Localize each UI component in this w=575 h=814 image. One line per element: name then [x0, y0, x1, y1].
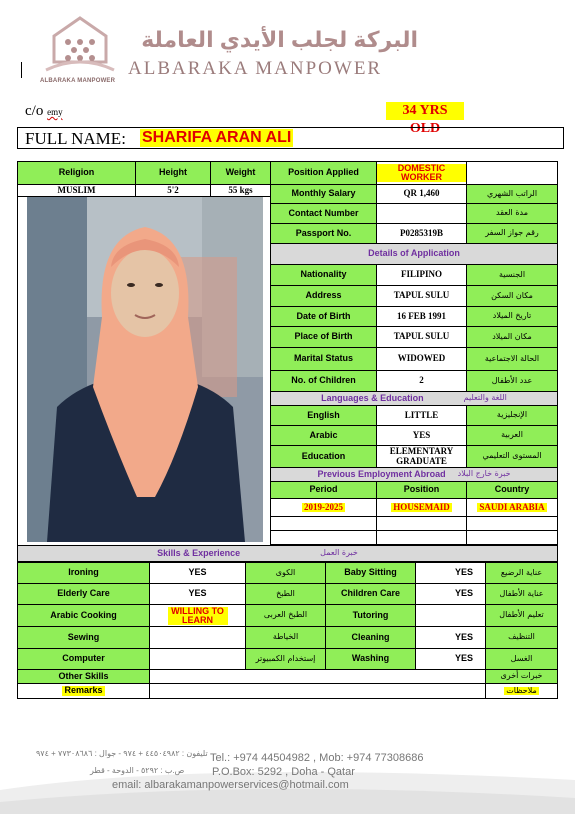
arabic-cooking-label: Arabic Cooking	[17, 604, 150, 627]
sewing-arabic: الخياطة	[245, 626, 326, 649]
arabic-cooking-value: WILLING TO LEARN	[168, 607, 228, 625]
children-care-value: YES	[415, 583, 486, 605]
cleaning-value: YES	[415, 626, 486, 649]
employment-empty-row	[270, 530, 377, 545]
employment-empty-row	[376, 530, 467, 545]
ironing-label: Ironing	[17, 562, 150, 584]
employment-section-title	[270, 467, 558, 482]
marital-status-value: WIDOWED	[376, 347, 467, 371]
footer-phone-arabic: تليفون : ٤٤٥٠٤٩٨٢ + ٩٧٤ - جوال : ٧٧٣٠٨٦٨٦ + ٩٧٤	[36, 749, 208, 758]
logo-caption: ALBARAKA MANPOWER	[40, 78, 116, 84]
ironing-value: YES	[149, 562, 246, 584]
nationality-value: FILIPINO	[376, 264, 467, 286]
nationality-label: Nationality	[270, 264, 377, 286]
tutoring-label: Tutoring	[325, 604, 416, 627]
full-name-label-text: FULL NAME	[25, 129, 122, 148]
footer-pobox: P.O.Box: 5292 , Doha - Qatar	[212, 766, 355, 778]
full-name-row	[17, 127, 564, 149]
weight-header: Weight	[210, 161, 271, 185]
remarks-value	[149, 683, 486, 699]
english-arabic: الإنجليزية	[466, 405, 558, 426]
company-name-english: ALBARAKA MANPOWER	[128, 58, 383, 79]
sewing-label: Sewing	[17, 626, 150, 649]
age-badge: 34 YRS OLD	[386, 102, 464, 120]
arabic-cooking-value-cell	[149, 604, 246, 627]
application-section-title: Details of Application	[270, 243, 558, 265]
footer-phone: Tel.: +974 44504982 , Mob: +974 77308686	[210, 752, 424, 764]
footer-email: email: albarakamanpowerservices@hotmail.com	[112, 779, 349, 791]
elderly-care-arabic: الطبخ	[245, 583, 326, 605]
monthly-salary-label: Monthly Salary	[270, 184, 377, 204]
languages-title: Languages & Education	[321, 392, 424, 403]
washing-label: Washing	[325, 648, 416, 670]
cleaning-label: Cleaning	[325, 626, 416, 649]
computer-label: Computer	[17, 648, 150, 670]
dob-value: 16 FEB 1991	[376, 306, 467, 327]
remarks-label: Remarks	[64, 685, 103, 696]
skills-title-arabic: خبرة العمل	[320, 548, 358, 558]
passport-value: P0285319B	[376, 223, 467, 244]
baby-sitting-value: YES	[415, 562, 486, 584]
contact-number-label: Contact Number	[270, 203, 377, 224]
remarks-arabic: ملاحظات	[506, 685, 537, 695]
period-header: Period	[270, 481, 377, 499]
place-of-birth-value: TAPUL SULU	[376, 326, 467, 348]
arabic-cooking-arabic: الطبخ العربى	[245, 604, 326, 627]
employment-period-cell	[270, 498, 377, 517]
position-applied-label: Position Applied	[270, 161, 377, 185]
footer-pobox-arabic: ص.ب : ٥٢٩٢ - الدوحة - قطر	[90, 766, 185, 775]
monthly-salary-arabic: الراتب الشهري	[466, 184, 558, 204]
skills-title: Skills & Experience	[157, 547, 241, 558]
nationality-arabic: الجنسية	[466, 264, 558, 286]
arabic-value: YES	[376, 425, 467, 446]
care-of	[25, 103, 63, 120]
employment-empty-row	[376, 516, 467, 531]
other-skills-arabic: خبرات أخرى	[485, 669, 558, 684]
passport-label: Passport No.	[270, 223, 377, 244]
elderly-care-value: YES	[149, 583, 246, 605]
english-label: English	[270, 405, 377, 426]
country-header: Country	[466, 481, 558, 499]
employment-empty-row	[466, 530, 558, 545]
ironing-arabic: الكوى	[245, 562, 326, 584]
arabic-label: Arabic	[270, 425, 377, 446]
education-value: ELEMENTARY GRADUATE	[376, 445, 467, 468]
full-name-value: SHARIFA ARAN ALI	[142, 129, 292, 146]
dob-arabic: تاريخ الميلاد	[466, 306, 558, 327]
education-label: Education	[270, 445, 377, 468]
contact-number-value	[376, 203, 467, 224]
remarks-arabic-cell	[485, 683, 558, 699]
english-value: LITTLE	[376, 405, 467, 426]
position-applied-value-cell	[376, 161, 467, 185]
other-skills-label: Other Skills	[17, 669, 150, 684]
marital-status-label: Marital Status	[270, 347, 377, 371]
place-of-birth-label: Place of Birth	[270, 326, 377, 348]
care-of-value: emy	[47, 107, 63, 117]
baby-sitting-arabic: عناية الرضيع	[485, 562, 558, 584]
tutoring-arabic: تعليم الأطفال	[485, 604, 558, 627]
employment-position: HOUSEMAID	[393, 501, 450, 512]
sewing-value	[149, 626, 246, 649]
address-value: TAPUL SULU	[376, 285, 467, 307]
remarks-label-cell	[17, 683, 150, 699]
education-arabic: المستوى التعليمي	[466, 445, 558, 468]
empty-cell	[466, 161, 558, 185]
employment-title: Previous Employment Abroad	[317, 468, 446, 479]
employment-country-cell	[466, 498, 558, 517]
elderly-care-label: Elderly Care	[17, 583, 150, 605]
languages-title-arabic: اللغة والتعليم	[463, 393, 507, 403]
employment-empty-row	[270, 516, 377, 531]
position-header: Position	[376, 481, 467, 499]
other-skills-value	[149, 669, 486, 684]
children-value: 2	[376, 370, 467, 392]
monthly-salary-value: QR 1,460	[376, 184, 467, 204]
employment-empty-row	[466, 516, 558, 531]
text-cursor	[21, 62, 22, 78]
full-name-label	[25, 129, 126, 149]
address-arabic: مكان السكن	[466, 285, 558, 307]
children-label: No. of Children	[270, 370, 377, 392]
baby-sitting-label: Baby Sitting	[325, 562, 416, 584]
place-of-birth-arabic: مكان الميلاد	[466, 326, 558, 348]
passport-arabic: رقم جواز السفر	[466, 223, 558, 244]
height-value: 5'2	[135, 184, 211, 197]
weight-value: 55 kgs	[210, 184, 271, 197]
arabic-arabic: العربية	[466, 425, 558, 446]
cleaning-arabic: التنظيف	[485, 626, 558, 649]
tutoring-value	[415, 604, 486, 627]
employment-country: SAUDI ARABIA	[479, 501, 545, 512]
applicant-photo	[27, 197, 263, 542]
computer-value	[149, 648, 246, 670]
care-of-label: c/o	[25, 103, 44, 119]
contact-number-arabic: مدة العقد	[466, 203, 558, 224]
full-name-colon: :	[121, 129, 126, 148]
employment-period: 2019-2025	[304, 501, 343, 512]
children-arabic: عدد الأطفال	[466, 370, 558, 392]
dob-label: Date of Birth	[270, 306, 377, 327]
children-care-label: Children Care	[325, 583, 416, 605]
company-name-arabic: البركة لجلب الأيدي العاملة	[141, 27, 418, 52]
children-care-arabic: عناية الأطفال	[485, 583, 558, 605]
skills-section-title	[17, 545, 558, 562]
address-label: Address	[270, 285, 377, 307]
marital-status-arabic: الحالة الاجتماعية	[466, 347, 558, 371]
religion-value: MUSLIM	[17, 184, 136, 197]
washing-arabic: الغسل	[485, 648, 558, 670]
height-header: Height	[135, 161, 211, 185]
languages-section-title	[270, 391, 558, 406]
employment-title-arabic: خبرة خارج البلاد	[457, 469, 511, 479]
position-applied-value: DOMESTIC WORKER	[377, 164, 466, 182]
employment-position-cell	[376, 498, 467, 517]
washing-value: YES	[415, 648, 486, 670]
company-logo	[40, 14, 120, 76]
religion-header: Religion	[17, 161, 136, 185]
computer-arabic: إستخدام الكمبيوتر	[245, 648, 326, 670]
